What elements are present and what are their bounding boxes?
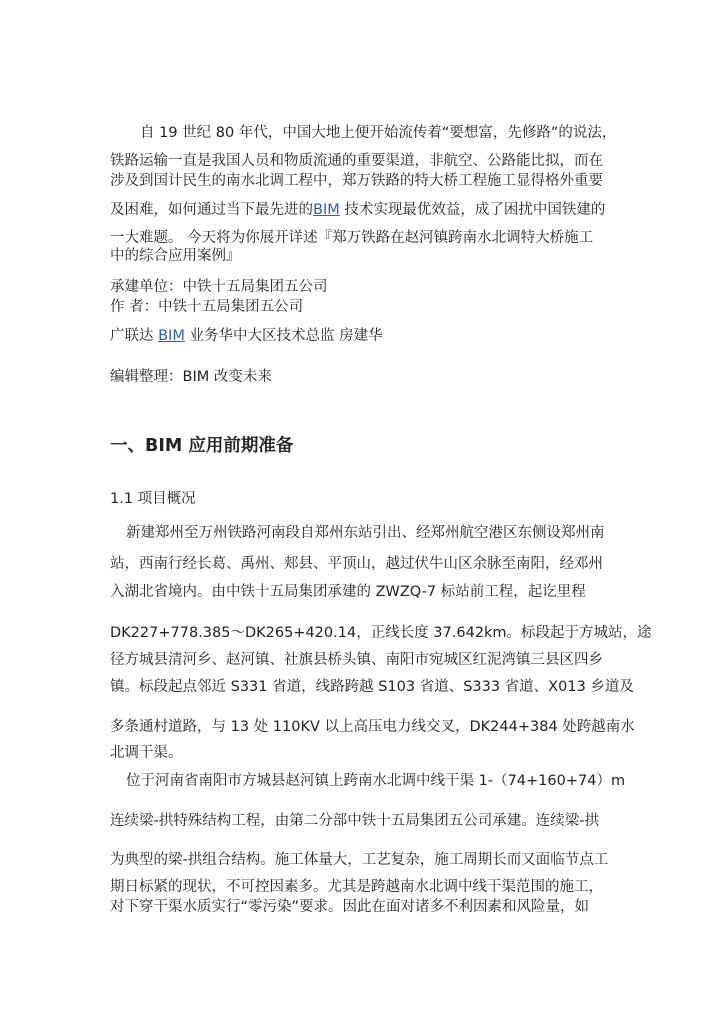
intro-line-2: 铁路运输一直是我国人员和物质流通的重要渠道，非航空、公路能比拟，而在 xyxy=(110,153,603,169)
body-line-11: 为典型的梁-拱组合结构。施工体量大，工艺复杂，施工周期长而又面临节点工 xyxy=(110,852,609,868)
body-line-7: 多条通村道路，与 13 处 110KV 以上高压电力线交叉，DK244+384 处跨越南水 xyxy=(110,719,635,735)
intro-line-6: 中的综合应用案例』 xyxy=(110,248,241,264)
body-line-9: 位于河南省南阳市方城县赵河镇上跨南水北调中线干渠 1-（74+160+74）m xyxy=(126,773,626,789)
body-line-3: 入湖北省境内。由中铁十五局集团承建的 ZWZQ-7 标站前工程，起讫里程 xyxy=(110,584,586,600)
credit-unit: 承建单位：中铁十五局集团五公司 xyxy=(110,279,328,295)
intro-line-4-tail: 技术实现最优效益，成了困扰中国铁建的 xyxy=(339,202,606,218)
subsection-heading: 1.1 项目概况 xyxy=(110,491,196,507)
body-line-5: 径方城县清河乡、赵河镇、社旗县桥头镇、南阳市宛城区红泥湾镇三县区四乡 xyxy=(110,652,603,668)
bim-link[interactable]: BIM xyxy=(313,202,340,218)
intro-line-5: 一大难题。 今天将为你展开详述『郑万铁路在赵河镇跨南水北调特大桥施工 xyxy=(110,230,594,246)
intro-line-1: 自 19 世纪 80 年代，中国大地上便开始流传着“要想富，先修路”的说法， xyxy=(140,125,617,141)
body-line-4: DK227+778.385～DK265+420.14，正线长度 37.642km。标段起于方城站，途 xyxy=(110,625,652,641)
consultant-prefix: 广联达 xyxy=(110,328,159,344)
bim-link-consultant[interactable]: BIM xyxy=(158,328,185,344)
body-line-1: 新建郑州至万州铁路河南段自郑州东站引出、经郑州航空港区东侧设郑州南 xyxy=(126,525,605,541)
body-line-12: 期日标紧的现状，不可控因素多。尤其是跨越南水北调中线干渠范围的施工， xyxy=(110,879,603,895)
credit-editor: 编辑整理：BIM 改变未来 xyxy=(110,369,272,385)
body-line-8: 北调干渠。 xyxy=(110,745,183,761)
credit-consultant xyxy=(110,327,383,345)
body-line-13: 对下穿干渠水质实行“零污染”要求。因此在面对诸多不利因素和风险量，如 xyxy=(110,899,590,915)
consultant-suffix: 业务华中大区技术总监 房建华 xyxy=(184,328,383,344)
intro-line-3: 涉及到国计民生的南水北调工程中，郑万铁路的特大桥工程施工显得格外重要 xyxy=(110,173,603,189)
section-heading: 一、BIM 应用前期准备 xyxy=(110,436,294,456)
intro-line-4 xyxy=(110,201,605,219)
body-line-10: 连续梁-拱特殊结构工程，由第二分部中铁十五局集团五公司承建。连续梁-拱 xyxy=(110,813,599,829)
body-line-2: 站，西南行经长葛、禹州、郏县、平顶山，越过伏牛山区余脉至南阳，经邓州 xyxy=(110,556,603,572)
credit-author: 作 者：中铁十五局集团五公司 xyxy=(110,299,304,315)
intro-line-4-text: 及困难，如何通过当下最先进的 xyxy=(110,202,313,218)
body-line-6: 镇。标段起点邻近 S331 省道，线路跨越 S103 省道、S333 省道、X013 乡道及 xyxy=(110,679,634,695)
